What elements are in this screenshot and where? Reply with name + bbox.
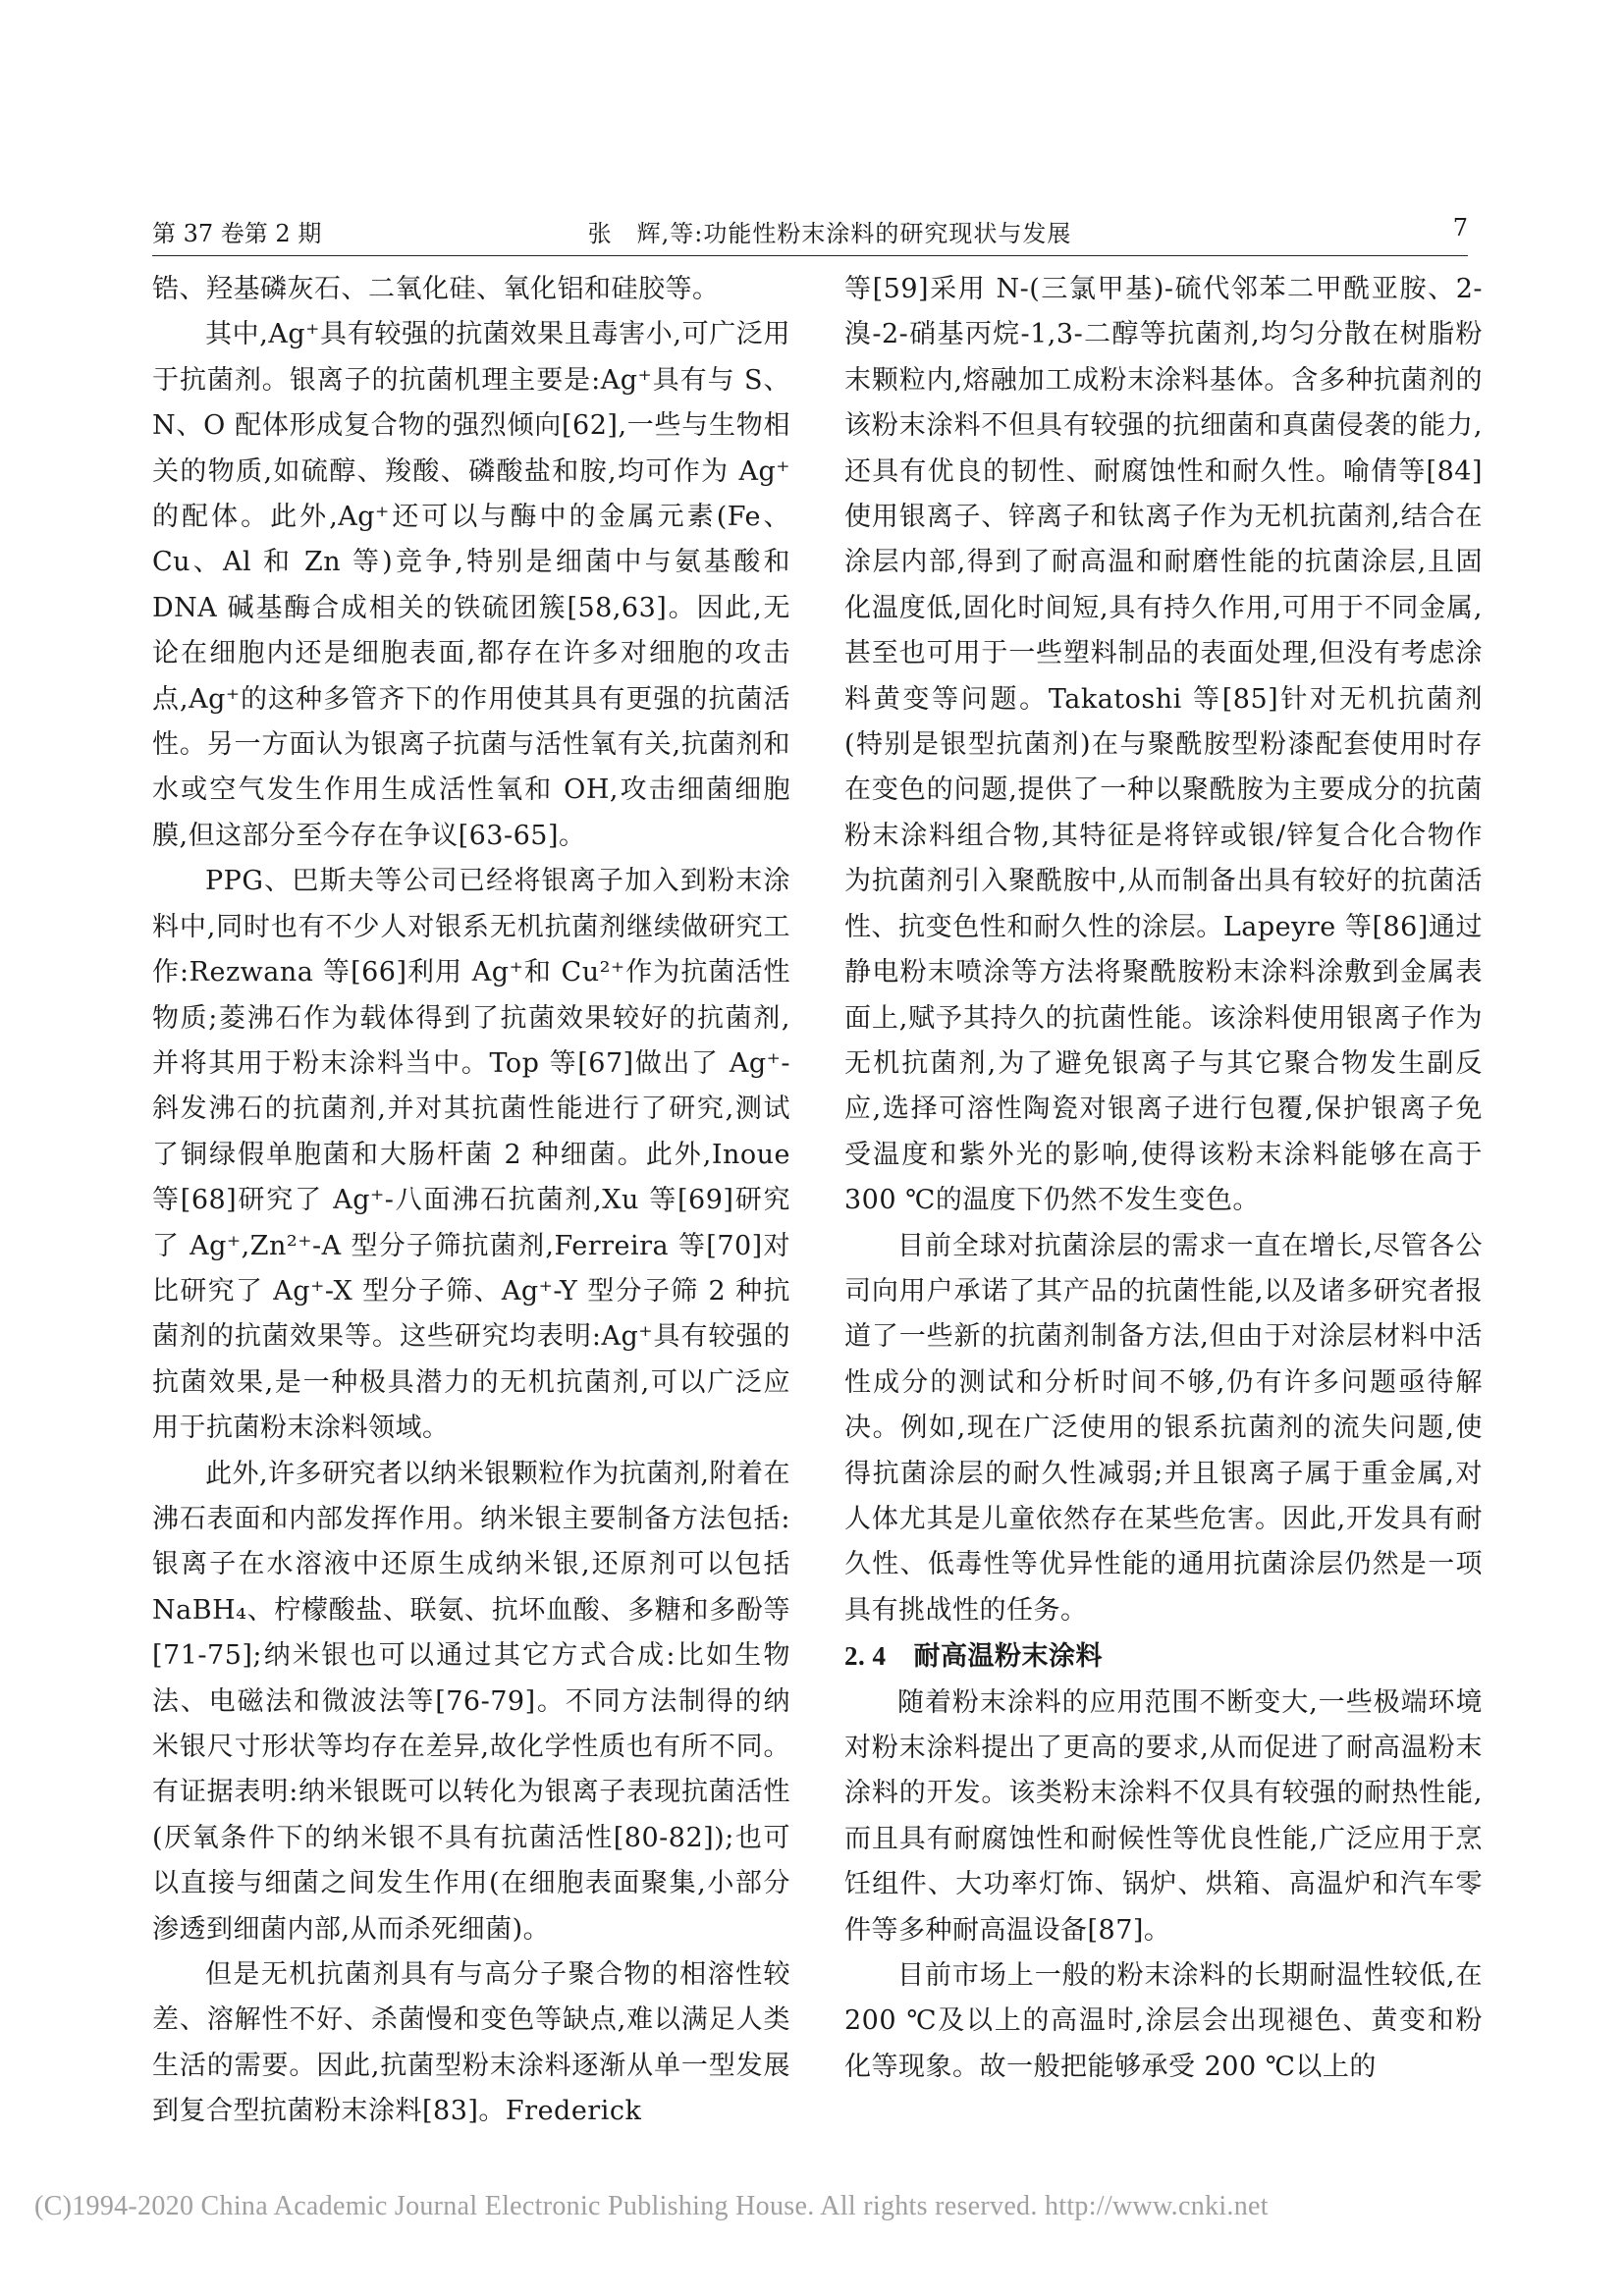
section-heading bbox=[844, 1633, 1483, 1680]
copyright-footer: (C)1994-2020 China Academic Journal Electronic Publishing House. All rights reserved. http://www.cnki.net bbox=[34, 2191, 1269, 2221]
paragraph: PPG、巴斯夫等公司已经将银离子加入到粉末涂料中,同时也有不少人对银系无机抗菌剂继续做研究工作:Rezwana 等[66]利用 Ag⁺和 Cu²⁺作为抗菌活性物质;菱沸石作为载体得到了抗菌效果较好的抗菌剂,并将其用于粉末涂料当中。Top 等[67]做出了 Ag⁺-斜发沸石的抗菌剂,并对其抗菌性能进行了研究,测试了铜绿假单胞菌和大肠杆菌 2 种细菌。此外,Inoue 等[68]研究了 Ag⁺-八面沸石抗菌剂,Xu 等[69]研究了 Ag⁺,Zn²⁺-A 型分子筛抗菌剂,Ferreira 等[70]对比研究了 Ag⁺-X 型分子筛、Ag⁺-Y 型分子筛 2 种抗菌剂的抗菌效果等。这些研究均表明:Ag⁺具有较强的抗菌效果,是一种极具潜力的无机抗菌剂,可以广泛应用于抗菌粉末涂料领域。 bbox=[152, 866, 790, 1444]
paragraph: 但是无机抗菌剂具有与高分子聚合物的相溶性较差、溶解性不好、杀菌慢和变色等缺点,难以满足人类生活的需要。因此,抗菌型粉末涂料逐渐从单一型发展到复合型抗菌粉末涂料[83]。Frederick bbox=[152, 1959, 790, 2127]
paragraph: 其中,Ag⁺具有较强的抗菌效果且毒害小,可广泛用于抗菌剂。银离子的抗菌机理主要是:Ag⁺具有与 S、N、O 配体形成复合物的强烈倾向[62],一些与生物相关的物质,如硫醇、羧酸、磷酸盐和胺,均可作为 Ag⁺的配体。此外,Ag⁺还可以与酶中的金属元素(Fe、Cu、Al 和 Zn 等)竞争,特别是细菌中与氨基酸和 DNA 碱基酶合成相关的铁硫团簇[58,63]。因此,无论在细胞内还是细胞表面,都存在许多对细胞的攻击点,Ag⁺的这种多管齐下的作用使其具有更强的抗菌活性。另一方面认为银离子抗菌与活性氧有关,抗菌剂和水或空气发生作用生成活性氧和 OH,攻击细菌细胞膜,但这部分至今存在争议[63-65]。 bbox=[152, 319, 790, 851]
left-column bbox=[152, 267, 790, 2135]
paragraph: 目前市场上一般的粉末涂料的长期耐温性较低,在 200 ℃及以上的高温时,涂层会出现褪色、黄变和粉化等现象。故一般把能够承受 200 ℃以上的 bbox=[844, 1960, 1483, 2082]
page-number: 7 bbox=[1452, 214, 1468, 241]
paragraph: 随着粉末涂料的应用范围不断变大,一些极端环境对粉末涂料提出了更高的要求,从而促进了耐高温粉末涂料的开发。该类粉末涂料不仅具有较强的耐热性能,而且具有耐腐蚀性和耐候性等优良性能,广泛应用于烹饪组件、大功率灯饰、锅炉、烘箱、高温炉和汽车零件等多种耐高温设备[87]。 bbox=[844, 1686, 1483, 1946]
section-title: 耐高温粉末涂料 bbox=[913, 1641, 1103, 1673]
right-column bbox=[844, 267, 1483, 2090]
running-title: 张 辉,等:功能性粉末涂料的研究现状与发展 bbox=[587, 220, 1072, 247]
paragraph: 锆、羟基磷灰石、二氧化硅、氧化铝和硅胶等。 bbox=[152, 274, 720, 304]
paragraph: 等[59]采用 N-(三氯甲基)-硫代邻苯二甲酰亚胺、2-溴-2-硝基丙烷-1,3-二醇等抗菌剂,均匀分散在树脂粉末颗粒内,熔融加工成粉末涂料基体。含多种抗菌剂的该粉末涂料不但具有较强的抗细菌和真菌侵袭的能力,还具有优良的韧性、耐腐蚀性和耐久性。喻倩等[84]使用银离子、锌离子和钛离子作为无机抗菌剂,结合在涂层内部,得到了耐高温和耐磨性能的抗菌涂层,且固化温度低,固化时间短,具有持久作用,可用于不同金属,甚至也可用于一些塑料制品的表面处理,但没有考虑涂料黄变等问题。Takatoshi 等[85]针对无机抗菌剂(特别是银型抗菌剂)在与聚酰胺型粉漆配套使用时存在变色的问题,提供了一种以聚酰胺为主要成分的抗菌粉末涂料组合物,其特征是将锌或银/锌复合化合物作为抗菌剂引入聚酰胺中,从而制备出具有较好的抗菌活性、抗变色性和耐久性的涂层。Lapeyre 等[86]通过静电粉末喷涂等方法将聚酰胺粉末涂料涂敷到金属表面上,赋予其持久的抗菌性能。该涂料使用银离子作为无机抗菌剂,为了避免银离子与其它聚合物发生副反应,选择可溶性陶瓷对银离子进行包覆,保护银离子免受温度和紫外光的影响,使得该粉末涂料能够在高于 300 ℃的温度下仍然不发生变色。 bbox=[844, 274, 1483, 1216]
journal-volume: 第 37 卷第 2 期 bbox=[152, 220, 322, 247]
running-header bbox=[152, 214, 1468, 253]
paragraph: 此外,许多研究者以纳米银颗粒作为抗菌剂,附着在沸石表面和内部发挥作用。纳米银主要制备方法包括:银离子在水溶液中还原生成纳米银,还原剂可以包括 NaBH₄、柠檬酸盐、联氨、抗坏血酸、多糖和多酚等[71-75];纳米银也可以通过其它方式合成:比如生物法、电磁法和微波法等[76-79]。不同方法制得的纳米银尺寸形状等均存在差异,故化学性质也有所不同。有证据表明:纳米银既可以转化为银离子表现抗菌活性(厌氧条件下的纳米银不具有抗菌活性[80-82]);也可以直接与细菌之间发生作用(在细胞表面聚集,小部分渗透到细菌内部,从而杀死细菌)。 bbox=[152, 1458, 790, 1945]
header-rule bbox=[152, 255, 1468, 256]
section-number: 2. 4 bbox=[844, 1641, 887, 1672]
paragraph: 目前全球对抗菌涂层的需求一直在增长,尽管各公司向用户承诺了其产品的抗菌性能,以及诸多研究者报道了一些新的抗菌剂制备方法,但由于对涂层材料中活性成分的测试和分析时间不够,仍有许多问题亟待解决。例如,现在广泛使用的银系抗菌剂的流失问题,使得抗菌涂层的耐久性减弱;并且银离子属于重金属,对人体尤其是儿童依然存在某些危害。因此,开发具有耐久性、低毒性等优异性能的通用抗菌涂层仍然是一项具有挑战性的任务。 bbox=[844, 1230, 1483, 1626]
